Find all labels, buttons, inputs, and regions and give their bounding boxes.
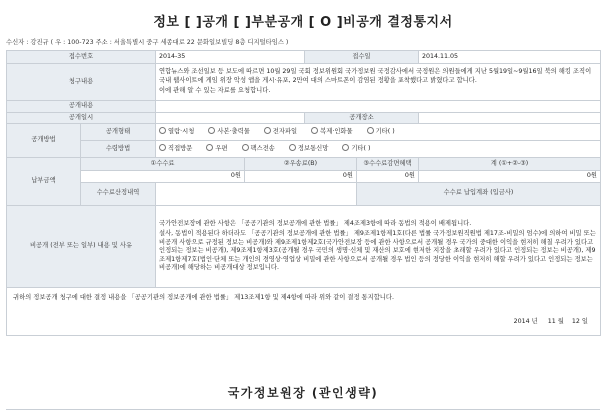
notice-cell — [7, 287, 601, 335]
recipient-line: 수신자 : 강진규 ( 우 : 100-723 주소 : 서울특별시 중구 세종대로 22 문화일보빌딩 8층 디지털타임스 ) — [6, 39, 289, 46]
open-place-value — [419, 112, 601, 124]
fee-label: 납부금액 — [7, 158, 81, 206]
notice-date-year: 2014 년 — [513, 318, 538, 325]
receipt-date-label: 접수일 — [305, 51, 419, 64]
form-option-print[interactable]: 복제·인화물 — [311, 127, 352, 137]
decision-form-table — [6, 50, 601, 336]
form-option-view[interactable]: 열람·시청 — [159, 127, 194, 137]
open-content-label: 공개내용 — [7, 101, 156, 113]
receive-option-fax[interactable]: 팩스전송 — [242, 144, 275, 154]
fee-header-4: 계 (①+②-③) — [419, 158, 601, 171]
issuing-organization: 국가정보원장 (관인생략) — [227, 386, 379, 400]
radio-icon — [311, 127, 318, 134]
radio-icon — [208, 127, 215, 134]
open-date-label: 공개일시 — [7, 112, 156, 124]
open-date-value — [156, 112, 305, 124]
request-label: 청구내용 — [7, 64, 156, 101]
receipt-date-value: 2014.11.05 — [419, 51, 601, 64]
request-content — [156, 64, 601, 101]
radio-icon — [289, 144, 296, 151]
notice-date-day: 12 일 — [571, 318, 588, 325]
fee-value-2: 0원 — [245, 171, 357, 183]
open-place-label: 공개장소 — [305, 112, 419, 124]
receive-option-other[interactable]: 기타( ) — [342, 144, 370, 154]
radio-icon — [367, 127, 374, 134]
request-text: 연합뉴스와 조선일보 등 보도에 따르면 10월 29일 국회 정보위원회 국가정보원 국정감사에서 국정원은 의원들에게 지난 5월19일~9월16일 북의 해킹 조직이 국내 웹사이트에 게임 위장 악성 앱을 게시·유포, 2만여 대의 스마트폰이 감염된 정황을 포착했다고 밝혔다고 합니다. — [159, 68, 592, 84]
fee-basis-value — [156, 182, 357, 205]
form-option-other[interactable]: 기타( ) — [367, 127, 395, 137]
reason-paragraph-2: 설사, 동법이 적용된다 하더라도 「공공기관의 정보공개에 관한 법률」 제9조제1항제1호(다른 법률 국가정보원직원법 제17조-비밀의 엄수)에 의하여 비밀 또는 비공개 사항으로 규정된 정보는 비공개)와 제9조제1항제2호(국가안전보장 등에 관한 사항으로서 공개될 경우 국가의 중대한 이익을 현저히 해칠 우려가 있다고 인정되는 정보는 비공개), 제9조제1항제3호(공개될 경우 국민의 생명·신체 및 재산의 보호에 현저한 지장을 초래할 우려가 있다고 인정되는 정보는 비공개), 제9조제1항제7호(법인·단체 또는 개인의 경영상·영업상 비밀에 관한 사항으로서 공개될 경우 법인 등의 정당한 이익을 현저히 해할 우려가 있다고 인정되는 정보는 비공개)에 해당하는 비공개대상 정보입니다. — [159, 230, 596, 271]
form-label: 공개형태 — [81, 124, 156, 141]
fee-value-4: 0원 — [419, 171, 601, 183]
reason-paragraph-1: 국가안전보장에 관한 사항은 「공공기관의 정보공개에 관한 법률」 제4조제3항에 따라 동법의 적용이 배제됩니다. — [159, 219, 472, 227]
method-label: 공개방법 — [7, 124, 81, 158]
open-content-value — [156, 101, 601, 113]
fee-basis-label: 수수료산정내역 — [81, 182, 156, 205]
reason-label: 비공개 (전부 또는 일부) 내용 및 사유 — [7, 205, 156, 287]
reason-content — [156, 205, 601, 287]
fee-account-label: 수수료 납입계좌 (입금사) — [357, 182, 601, 205]
notice-date-month: 11 월 — [547, 318, 564, 325]
form-option-copy[interactable]: 사본·출력물 — [208, 127, 249, 137]
bottom-divider — [6, 409, 600, 410]
receipt-no-value: 2014-35 — [156, 51, 305, 64]
fee-value-3: 0원 — [357, 171, 419, 183]
notice-date — [13, 318, 594, 327]
radio-icon — [159, 127, 166, 134]
radio-icon — [342, 144, 349, 151]
receive-options — [156, 141, 601, 158]
radio-icon — [159, 144, 166, 151]
radio-icon — [264, 127, 271, 134]
radio-icon — [242, 144, 249, 151]
notice-text: 귀하의 정보공개 청구에 대한 결정 내용을 「공공기관의 정보공개에 관한 법률」 제13조제1항 및 제4항에 따라 위와 같이 결정 통지합니다. — [13, 293, 394, 301]
form-option-file[interactable]: 전자파일 — [264, 127, 297, 137]
radio-icon — [206, 144, 213, 151]
receive-option-network[interactable]: 정보통신망 — [289, 144, 328, 154]
form-options — [156, 124, 601, 141]
request-text-2: 이에 관해 알 수 있는 자료를 요청합니다. — [159, 87, 271, 95]
receive-label: 수령방법 — [81, 141, 156, 158]
receive-option-visit[interactable]: 직접방문 — [159, 144, 192, 154]
fee-value-1: 0원 — [81, 171, 245, 183]
fee-header-3: ③수수료감면혜택 — [357, 158, 419, 171]
fee-header-2: ②우송료(B) — [245, 158, 357, 171]
receive-option-mail[interactable]: 우편 — [206, 144, 227, 154]
receipt-no-label: 접수번호 — [7, 51, 156, 64]
fee-header-1: ①수수료 — [81, 158, 245, 171]
document-title: 정보 [ ]공개 [ ]부분공개 [ O ]비공개 결정통지서 — [153, 15, 453, 30]
